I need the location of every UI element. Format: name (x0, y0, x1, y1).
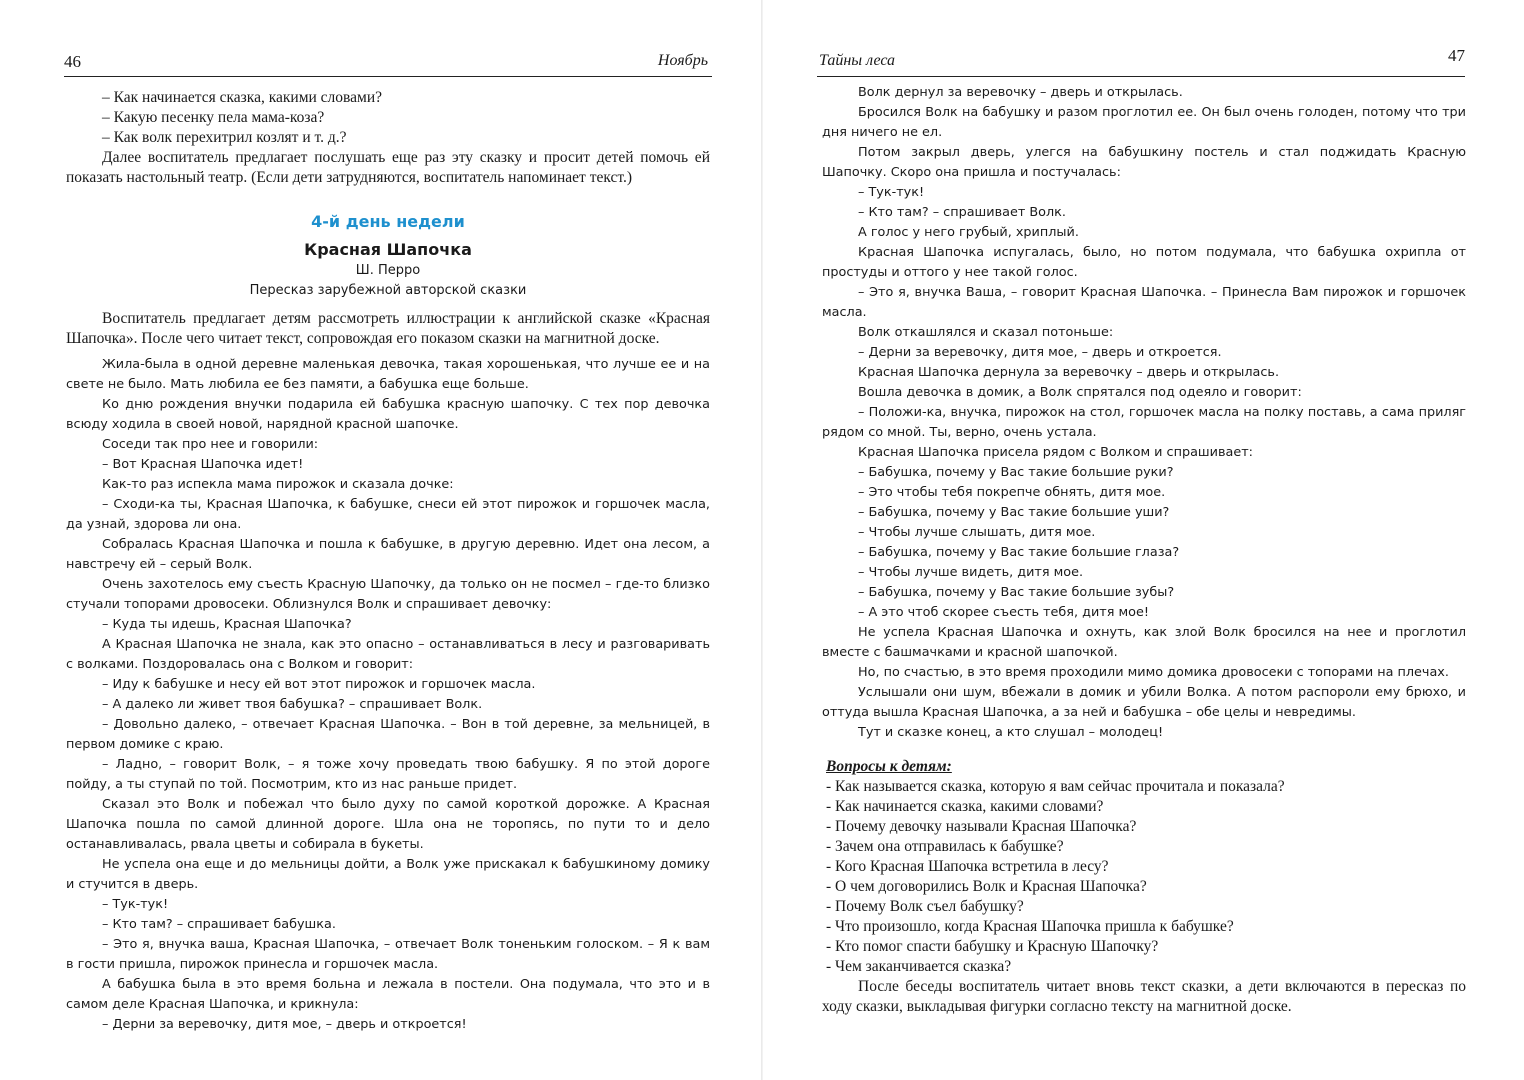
story-paragraph: А бабушка была в это время больна и лежала в постели. Она подумала, что это и в самом деле Красная Шапочка, и крикнула: (66, 977, 710, 1012)
question-item: - Что произошло, когда Красная Шапочка пришла к бабушке? (826, 918, 1234, 935)
tale-title: Красная Шапочка (304, 240, 472, 259)
question-item: - Как начинается сказка, какими словами? (826, 798, 1104, 815)
story-paragraph: Услышали они шум, вбежали в домик и убили Волка. А потом распороли ему брюхо, и оттуда вышла Красная Шапочка, а за ней и бабушка – обе целы и невредимы. (822, 685, 1466, 720)
day-heading: 4-й день недели (311, 212, 465, 231)
closing-block (822, 977, 1466, 1017)
right-column (822, 83, 1466, 1017)
story-paragraph: Волк дернул за веревочку – дверь и открылась. (858, 85, 1183, 100)
question-item: - Кто помог спасти бабушку и Красную Шапочку? (826, 938, 1159, 955)
story-paragraph: – Вот Красная Шапочка идет! (102, 457, 304, 472)
story-paragraph: А Красная Шапочка не знала, как это опасно – останавливаться в лесу и разговаривать с волками. Поздоровалась она с Волком и говорит: (66, 637, 710, 672)
intro-line: – Какую песенку пела мама-коза? (102, 109, 325, 126)
story-paragraph: Бросился Волк на бабушку и разом проглотил ее. Он был очень голоден, потому что три дня ничего не ел. (822, 105, 1466, 140)
story-paragraph: А голос у него грубый, хриплый. (858, 225, 1079, 240)
story-right (822, 83, 1466, 743)
story-paragraph: – А далеко ли живет твоя бабушка? – спрашивает Волк. (102, 697, 483, 712)
story-paragraph: Но, по счастью, в это время проходили мимо домика дровосеки с топорами на плечах. (858, 665, 1449, 680)
right-running-title: Тайны леса (819, 52, 896, 69)
story-paragraph: – Это я, внучка ваша, Красная Шапочка, – отвечает Волк тоненьким голоском. – Я к вам в гости пришла, пирожок принесла и горшочек масла. (66, 937, 710, 972)
story-left (66, 355, 710, 1035)
story-paragraph: Тут и сказке конец, а кто слушал – молодец! (858, 725, 1164, 740)
story-paragraph: – Бабушка, почему у Вас такие большие зубы? (858, 585, 1175, 600)
story-paragraph: – Куда ты идешь, Красная Шапочка? (102, 617, 352, 632)
intro-line: – Как волк перехитрил козлят и т. д.? (102, 129, 347, 146)
story-paragraph: Потом закрыл дверь, улегся на бабушкину постель и стал поджидать Красную Шапочку. Скоро она пришла и постучалась: (822, 145, 1466, 180)
story-paragraph: Не успела Красная Шапочка и охнуть, как злой Волк бросился на нее и проглотил вместе с башмачками и красной шапочкой. (822, 625, 1466, 660)
story-paragraph: Как-то раз испекла мама пирожок и сказала дочке: (102, 477, 454, 492)
story-paragraph: – Бабушка, почему у Вас такие большие руки? (858, 465, 1174, 480)
teacher-block (66, 309, 710, 349)
story-paragraph: Красная Шапочка дернула за веревочку – дверь и открылась. (858, 365, 1280, 380)
intro-paragraph: Далее воспитатель предлагает послушать еще раз эту сказку и просит детей помочь ей показать настольный театр. (Если дети затрудняются, воспитатель напоминает текст.) (66, 149, 710, 186)
intro-block (66, 88, 710, 188)
story-paragraph: Соседи так про нее и говорили: (102, 437, 319, 452)
story-paragraph: – Кто там? – спрашивает Волк. (858, 205, 1066, 220)
questions-title: Вопросы к детям: (826, 758, 952, 775)
story-paragraph: Волк откашлялся и сказал потоньше: (858, 325, 1114, 340)
story-paragraph: – Это чтобы тебя покрепче обнять, дитя мое. (858, 485, 1166, 500)
question-item: - Чем заканчивается сказка? (826, 958, 1012, 975)
right-page (762, 0, 1524, 1080)
right-page-number: 47 (1448, 46, 1465, 65)
story-paragraph: – Сходи-ка ты, Красная Шапочка, к бабушке, снеси ей этот пирожок и горшочек масла, да узнай, здорова ли она. (66, 497, 710, 532)
right-running-header (817, 46, 1465, 77)
tale-author: Ш. Перро (355, 263, 421, 278)
question-item: - Почему Волк съел бабушку? (826, 898, 1024, 915)
closing-paragraph: После беседы воспитатель читает вновь текст сказки, а дети включаются в пересказ по ходу сказки, выкладывая фигурки согласно тексту на магнитной доске. (822, 978, 1466, 1015)
story-paragraph: – Чтобы лучше слышать, дитя мое. (858, 525, 1096, 540)
story-paragraph: Сказал это Волк и побежал что было духу по самой короткой дорожке. А Красная Шапочка пошла по самой длинной дороге. Шла она не торопясь, по пути то и дело останавливалась, рвала цветы и собирала в букеты. (66, 797, 710, 852)
story-paragraph: – Тук-тук! (102, 897, 169, 912)
story-paragraph: Не успела она еще и до мельницы дойти, а Волк уже прискакал к бабушкиному домику и стучится в дверь. (66, 857, 710, 892)
tale-subtitle: Пересказ зарубежной авторской сказки (249, 283, 527, 298)
story-paragraph: – Положи-ка, внучка, пирожок на стол, горшочек масла на полку поставь, а сама приляг рядом со мной. Ты, верно, очень устала. (822, 405, 1466, 440)
questions-list (822, 777, 1466, 977)
left-running-title: Ноябрь (657, 52, 708, 69)
story-paragraph: – Довольно далеко, – отвечает Красная Шапочка. – Вон в той деревне, за мельницей, в первом домике с краю. (66, 717, 710, 752)
story-paragraph: – Ладно, – говорит Волк, – я тоже хочу проведать твою бабушку. Я по этой дороге пойду, а ты ступай по той. Посмотрим, кто из нас раньше придет. (66, 757, 710, 792)
story-paragraph: – А это чтоб скорее съесть тебя, дитя мое! (858, 605, 1149, 620)
story-paragraph: – Иду к бабушке и несу ей вот этот пирожок и горшочек масла. (102, 677, 536, 692)
teacher-paragraph: Воспитатель предлагает детям рассмотреть иллюстрации к английской сказке «Красная Шапочка». После чего читает текст, сопровождая его показом сказки на магнитной доске. (66, 310, 710, 347)
story-paragraph: – Чтобы лучше видеть, дитя мое. (858, 565, 1084, 580)
story-paragraph: Ко дню рождения внучки подарила ей бабушка красную шапочку. С тех пор девочка всюду ходила в своей новой, нарядной красной шапочке. (66, 397, 710, 432)
story-paragraph: – Дерни за веревочку, дитя мое, – дверь и откроется. (858, 345, 1222, 360)
question-item: - Зачем она отправилась к бабушке? (826, 838, 1064, 855)
left-running-header (64, 50, 712, 77)
left-column (66, 88, 710, 1035)
intro-line: – Как начинается сказка, какими словами? (102, 89, 383, 106)
story-paragraph: – Это я, внучка Ваша, – говорит Красная Шапочка. – Принесла Вам пирожок и горшочек масла. (822, 285, 1466, 320)
story-paragraph: Вошла девочка в домик, а Волк спрятался под одеяло и говорит: (858, 385, 1302, 400)
story-paragraph: – Тук-тук! (858, 185, 925, 200)
story-paragraph: Жила-была в одной деревне маленькая девочка, такая хорошенькая, что лучше ее и на свете не было. Мать любила ее без памяти, а бабушка еще больше. (66, 357, 710, 392)
left-page-number: 46 (64, 52, 81, 71)
story-paragraph: – Бабушка, почему у Вас такие большие уши? (858, 505, 1170, 520)
story-paragraph: Собралась Красная Шапочка и пошла к бабушке, в другую деревню. Идет она лесом, а навстречу ей – серый Волк. (66, 537, 710, 572)
question-item: - О чем договорились Волк и Красная Шапочка? (826, 878, 1147, 895)
question-item: - Кого Красная Шапочка встретила в лесу? (826, 858, 1109, 875)
question-item: - Почему девочку называли Красная Шапочка? (826, 818, 1137, 835)
story-paragraph: Красная Шапочка испугалась, было, но потом подумала, что бабушка охрипла от простуды и оттого у нее такой голос. (822, 245, 1466, 280)
story-paragraph: – Кто там? – спрашивает бабушка. (102, 917, 336, 932)
story-paragraph: – Бабушка, почему у Вас такие большие глаза? (858, 545, 1180, 560)
story-paragraph: – Дерни за веревочку, дитя мое, – дверь и откроется! (102, 1017, 467, 1032)
story-paragraph: Очень захотелось ему съесть Красную Шапочку, да только он не посмел – где-то близко стучали топорами дровосеки. Облизнулся Волк и спрашивает девочку: (66, 577, 710, 612)
question-item: - Как называется сказка, которую я вам сейчас прочитала и показала? (826, 778, 1285, 795)
story-paragraph: Красная Шапочка присела рядом с Волком и спрашивает: (858, 445, 1253, 460)
